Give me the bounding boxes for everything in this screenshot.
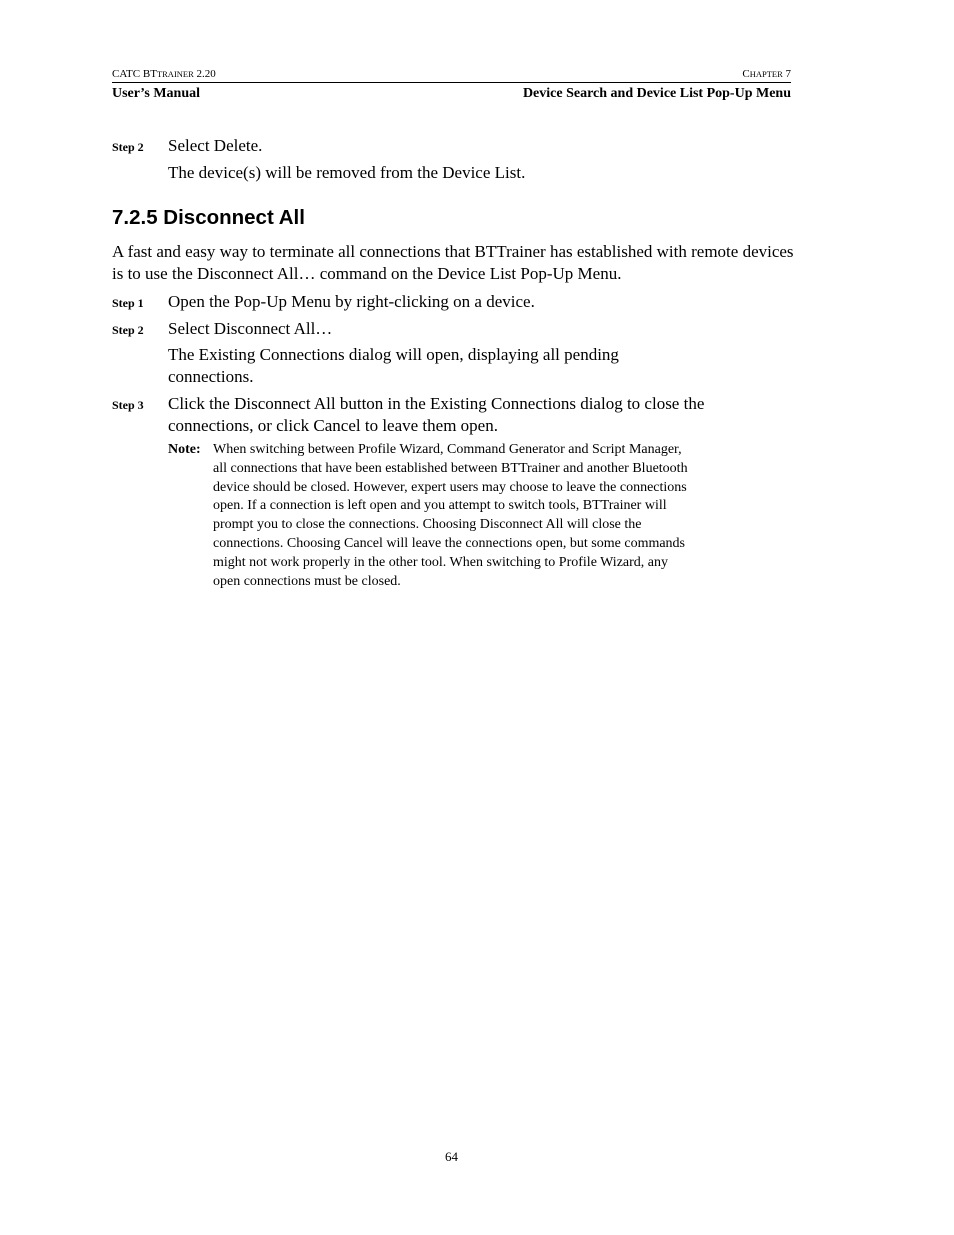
section-heading: Device Search and Device List Pop-Up Menu: [522, 86, 791, 101]
step-2-label: Step 2: [112, 323, 144, 337]
step-2-text: Select Disconnect All…: [168, 319, 333, 338]
header-rule: [112, 82, 791, 83]
product-prefix: CATC BT: [112, 68, 157, 80]
prev-step-text: Select Delete.: [168, 136, 263, 155]
step-1-text: Open the Pop-Up Menu by right-clicking on a device.: [168, 292, 535, 311]
page-number: 64: [445, 1149, 458, 1164]
section-title: 7.2.5 Disconnect All: [112, 206, 305, 229]
product-version: 2.20: [193, 68, 216, 80]
step-1-label: Step 1: [112, 296, 144, 310]
step-3-text: Click the Disconnect All button in the Existing Connections dialog to close the connections, or click Cancel to leave them open.: [168, 394, 705, 435]
chapter-number: 7: [782, 68, 791, 80]
product-name: [112, 66, 216, 82]
chapter-smallcaps: HAPTER: [749, 69, 783, 79]
step-2-result: The Existing Connections dialog will open, displaying all pending connections.: [168, 345, 619, 386]
section-intro: A fast and easy way to terminate all connections that BTTrainer has established with remote devices is to use the Disconnect All… command on the Device List Pop-Up Menu.: [112, 242, 794, 283]
chapter-label: [742, 66, 791, 82]
chapter-prefix: C: [742, 68, 750, 80]
note-label: Note:: [168, 442, 201, 457]
running-header-bottom: [112, 85, 791, 103]
step-3-label: Step 3: [112, 398, 144, 412]
product-smallcaps: TRAINER: [156, 69, 194, 79]
manual-title: User’s Manual: [112, 86, 201, 101]
running-header-top: [112, 66, 791, 82]
prev-step-label: Step 2: [112, 140, 144, 154]
prev-step-result: The device(s) will be removed from the Device List.: [168, 163, 526, 182]
note-text: When switching between Profile Wizard, Command Generator and Script Manager, all connections that have been established between BTTrainer and another Bluetooth device should be closed. However, expert users may choose to leave the connections open. If a connection is left open and you attempt to switch tools, BTTrainer will prompt you to close the connections. Choosing Disconnect All will close the connections. Choosing Cancel will leave the connections open, but some commands might not work properly in the other tool. When switching to Profile Wizard, any open connections must be closed.: [213, 442, 688, 589]
